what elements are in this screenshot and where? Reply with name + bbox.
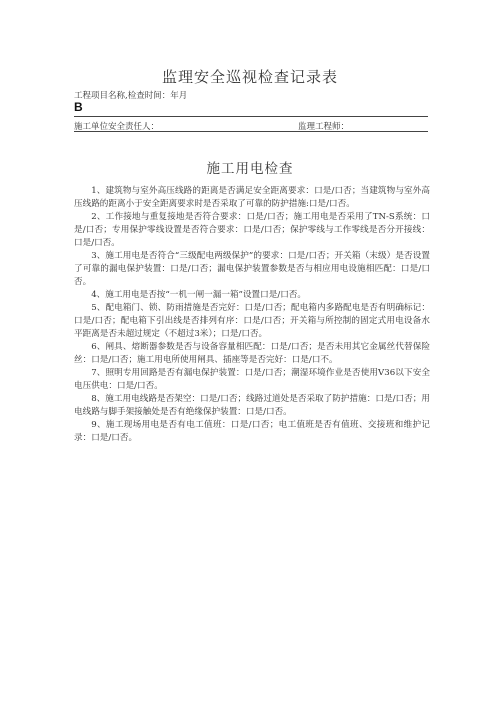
checklist-item: 6、闸具、熔断器参数是否与设备容量相匹配：口是/口否；是否未用其它金属丝代替保险丝：口是/口否；施工用电所使用闸具、插座等是否完好：口是/口不。 bbox=[74, 342, 430, 365]
contractor-safety-officer-label: 施工单位安全责任人： bbox=[74, 122, 160, 132]
checklist-item: 4、施工用电是否按“一机一闸一漏一箱”设置口是/口否。 bbox=[91, 290, 306, 300]
checklist-item: 1、建筑物与室外高压线路的距离是否满足安全距离要求：口是/口否；当建筑物与室外高压线路的距离小于安全距离要求时是否采取了可靠的防护措施:口是/口否。 bbox=[74, 186, 430, 209]
checklist-item: 9、施工现场用电是否有电工值班：口是/口否；电工值班是否有值班、交接班和维护记录：口是/口否。 bbox=[74, 420, 430, 443]
form-mark: B bbox=[74, 100, 83, 114]
checklist-item: 7、照明专用回路是否有漏电保护装置：口是/口否；潮湿环境作业是否使用V36以下安全电压供电：口是/口否。 bbox=[74, 368, 430, 391]
checklist-item: 5、配电箱门、锁、防雨措施是否完好：口是/口否；配电箱内多路配电是否有明确标记：口是/口否；配电箱下引出线是否排列有序：口是/口否；开关箱与所控制的固定式用电设备水平距离是否未超过规定（不超过3米）；口是/口否。 bbox=[74, 303, 430, 339]
section-title: 施工用电检查 bbox=[206, 161, 294, 177]
divider-top bbox=[74, 116, 428, 117]
divider-bottom bbox=[74, 131, 428, 132]
project-info-line: 工程项目名称,检查时间：年月 bbox=[74, 91, 188, 101]
checklist-item: 8、施工用电线路是否架空：口是/口否；线路过道处是否采取了防护措施：口是/口否；用电线路与脚手架接触处是否有绝缘保护装置：口是/口否。 bbox=[74, 394, 430, 417]
checklist-item: 3、施工用电是否符合“三级配电两级保护”的要求：口是/口否；开关箱（末级）是否设置了可靠的漏电保护装置：口是/口否；漏电保护装置参数是否与相应用电设施相匹配：口是/口否。 bbox=[74, 251, 430, 287]
checklist-item: 2、工作接地与重复接地是否符合要求：口是/口否；施工用电是否采用了TN-S系统：口是/口否；专用保护零线设置是否符合要求：口是/口否；保护零线与工作零线是否分开接线：口是/口否。 bbox=[74, 212, 430, 248]
checklist-body bbox=[74, 185, 430, 445]
document-title: 监理安全巡视检查记录表 bbox=[161, 68, 338, 86]
supervising-engineer-label: 监理工程师： bbox=[298, 122, 350, 132]
